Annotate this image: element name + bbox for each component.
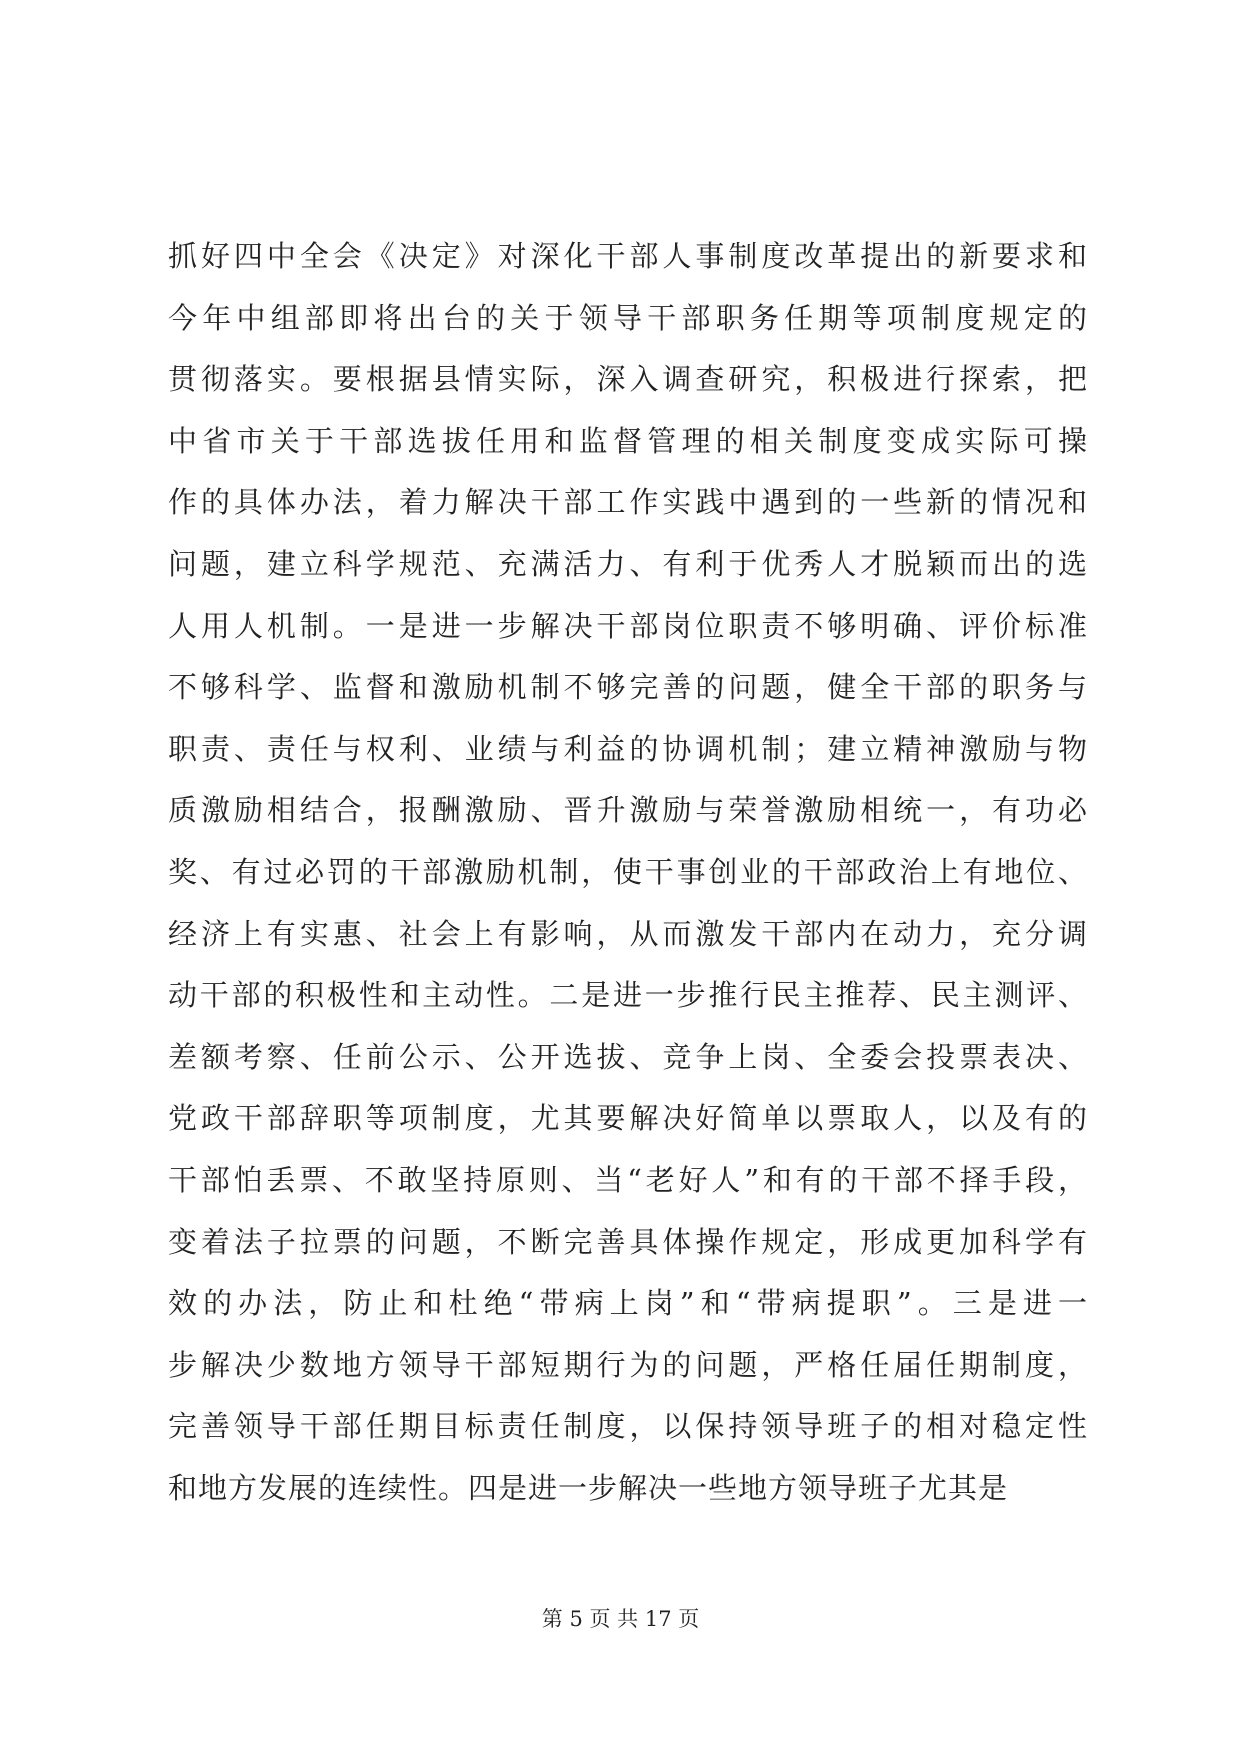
text-line-14: 差额考察、任前公示、公开选拔、竞争上岗、全委会投票表决、 xyxy=(168,1039,1088,1074)
text-line-10: 质激励相结合，报酬激励、晋升激励与荣誉激励相统一，有功必 xyxy=(168,793,1088,828)
text-line-3: 贯彻落实。要根据县情实际，深入调查研究，积极进行探索，把 xyxy=(168,362,1088,397)
text-line-20: 完善领导干部任期目标责任制度，以保持领导班子的相对稳定性 xyxy=(168,1409,1088,1444)
text-line-12: 经济上有实惠、社会上有影响，从而激发干部内在动力，充分调 xyxy=(168,916,1088,951)
text-line-9: 职责、责任与权利、业绩与利益的协调机制；建立精神激励与物 xyxy=(168,731,1088,766)
page-number-footer: 第 5 页 共 17 页 xyxy=(541,1607,700,1631)
text-line-2: 今年中组部即将出台的关于领导干部职务任期等项制度规定的 xyxy=(168,300,1088,335)
text-line-15: 党政干部辞职等项制度，尤其要解决好简单以票取人，以及有的 xyxy=(168,1101,1088,1136)
text-line-4: 中省市关于干部选拔任用和监督管理的相关制度变成实际可操 xyxy=(168,423,1088,458)
text-line-17: 变着法子拉票的问题，不断完善具体操作规定，形成更加科学有 xyxy=(168,1224,1088,1259)
text-line-21: 和地方发展的连续性。四是进一步解决一些地方领导班子尤其是 xyxy=(168,1470,1009,1505)
text-line-7: 人用人机制。一是进一步解决干部岗位职责不够明确、评价标准 xyxy=(168,608,1088,643)
text-line-13: 动干部的积极性和主动性。二是进一步推行民主推荐、民主测评、 xyxy=(168,978,1088,1013)
body-text xyxy=(168,226,1088,1519)
text-line-5: 作的具体办法，着力解决干部工作实践中遇到的一些新的情况和 xyxy=(168,485,1088,520)
text-line-1: 抓好四中全会《决定》对深化干部人事制度改革提出的新要求和 xyxy=(168,239,1088,273)
text-line-18: 效的办法，防止和杜绝“带病上岗”和“带病提职”。三是进一 xyxy=(168,1286,1088,1321)
text-line-6: 问题，建立科学规范、充满活力、有利于优秀人才脱颖而出的选 xyxy=(168,546,1088,581)
text-line-11: 奖、有过必罚的干部激励机制，使干事创业的干部政治上有地位、 xyxy=(168,854,1088,889)
text-line-19: 步解决少数地方领导干部短期行为的问题，严格任届任期制度， xyxy=(168,1347,1088,1382)
text-line-16: 干部怕丢票、不敢坚持原则、当“老好人”和有的干部不择手段， xyxy=(168,1162,1088,1197)
text-line-8: 不够科学、监督和激励机制不够完善的问题，健全干部的职务与 xyxy=(168,670,1088,705)
